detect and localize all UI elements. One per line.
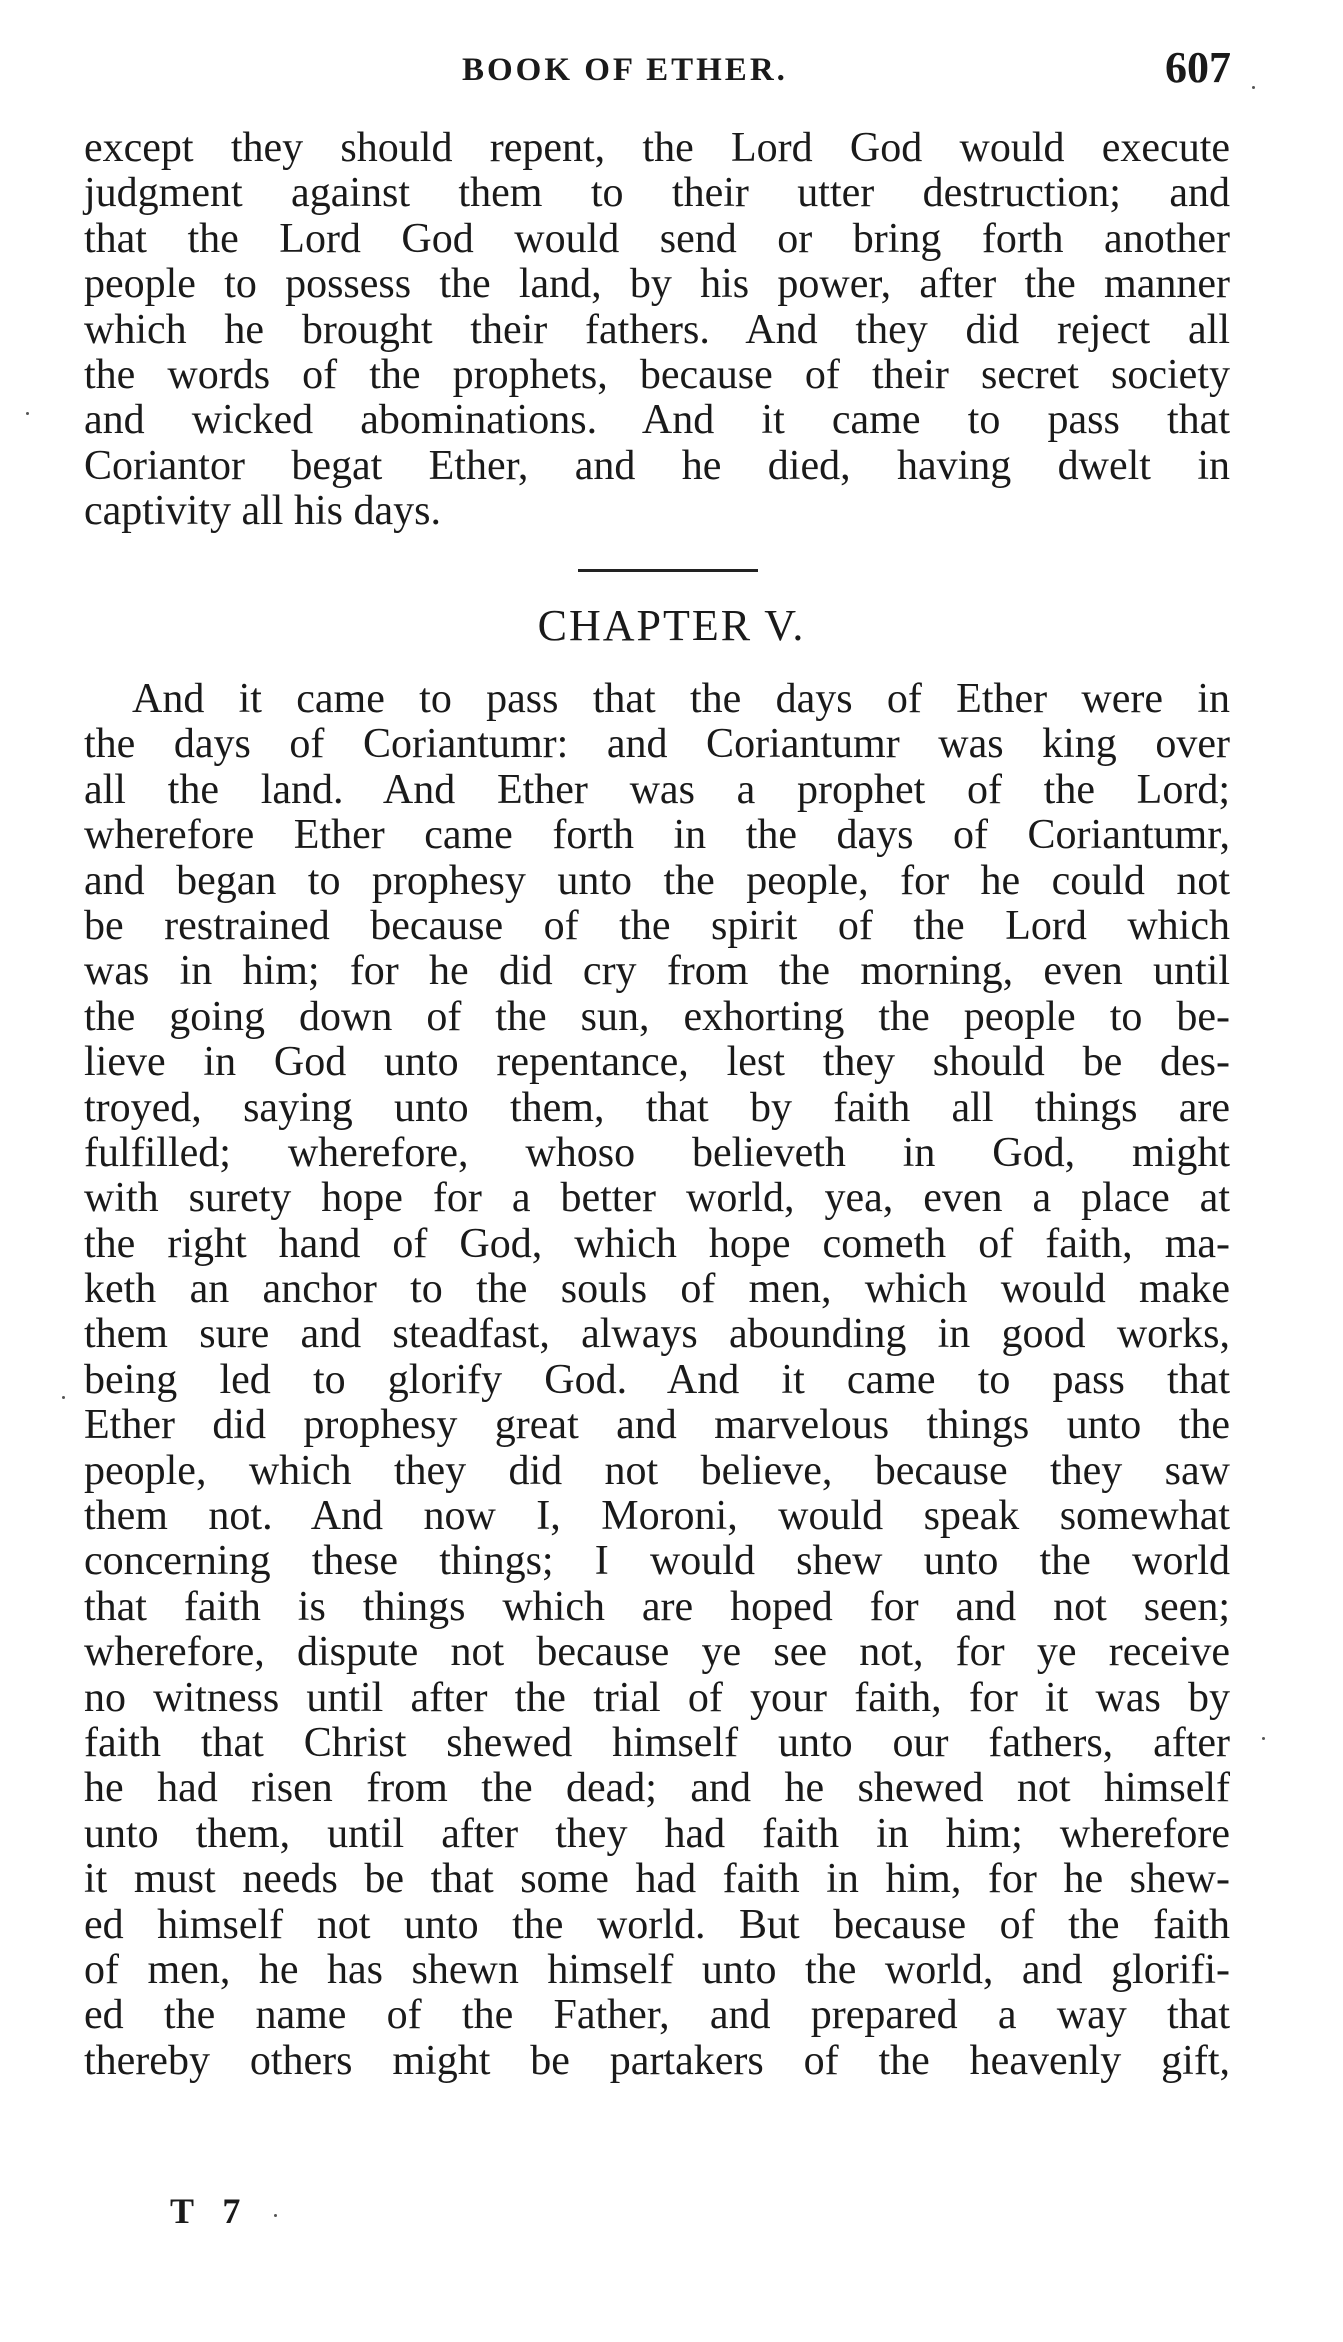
text-line: no witness until after the trial of your faith, for it was by bbox=[84, 1674, 1230, 1721]
text-line: troyed, saying unto them, that by faith all things are bbox=[84, 1084, 1230, 1131]
text-line: of men, he has shewn himself unto the world, and glorifi- bbox=[84, 1946, 1230, 1993]
text-line: it must needs be that some had faith in him, for he shew- bbox=[84, 1856, 1230, 1903]
text-line: the right hand of God, which hope cometh of faith, ma- bbox=[84, 1220, 1230, 1267]
paper-speck bbox=[274, 2214, 277, 2217]
text-line: unto them, until after they had faith in him; wherefore bbox=[84, 1810, 1230, 1857]
text-line: he had risen from the dead; and he shewed not himself bbox=[84, 1765, 1230, 1812]
text-line: was in him; for he did cry from the morning, even until bbox=[84, 948, 1230, 995]
text-line: the days of Coriantumr: and Coriantumr was king over bbox=[84, 721, 1230, 768]
text-line: faith that Christ shewed himself unto our fathers, after bbox=[84, 1719, 1230, 1766]
text-line: thereby others might be partakers of the heavenly gift, bbox=[84, 2037, 1230, 2084]
paper-speck bbox=[62, 1396, 65, 1399]
text-line: people, which they did not believe, because they saw bbox=[84, 1447, 1230, 1494]
text-line: all the land. And Ether was a prophet of the Lord; bbox=[84, 766, 1230, 813]
text-line: them not. And now I, Moroni, would speak somewhat bbox=[84, 1493, 1230, 1540]
running-title: BOOK OF ETHER. bbox=[462, 52, 788, 88]
text-line: except they should repent, the Lord God would execute bbox=[84, 125, 1230, 171]
text-line: ed himself not unto the world. But because of the faith bbox=[84, 1901, 1230, 1948]
text-line: ed the name of the Father, and prepared a way that bbox=[84, 1992, 1230, 2039]
text-line: fulfilled; wherefore, whoso believeth in God, might bbox=[84, 1129, 1230, 1176]
text-line: And it came to pass that the days of Ether were in bbox=[132, 676, 1230, 722]
text-line: captivity all his days. bbox=[84, 488, 441, 535]
text-line: judgment against them to their utter destruction; and bbox=[84, 170, 1230, 217]
text-line: lieve in God unto repentance, lest they should be des- bbox=[84, 1039, 1230, 1086]
chapter-paragraph bbox=[84, 677, 1230, 2084]
text-line: which he brought their fathers. And they did reject all bbox=[84, 306, 1230, 353]
chapter-heading: CHAPTER V. bbox=[537, 601, 806, 650]
page-number: 607 bbox=[1165, 43, 1231, 92]
text-line: the words of the prophets, because of their secret society bbox=[84, 351, 1230, 398]
text-line: them sure and steadfast, always abounding in good works, bbox=[84, 1311, 1230, 1358]
paper-speck bbox=[1252, 86, 1255, 89]
text-line: Ether did prophesy great and marvelous things unto the bbox=[84, 1402, 1230, 1449]
text-line: with surety hope for a better world, yea, even a place at bbox=[84, 1175, 1230, 1222]
text-line: be restrained because of the spirit of the Lord which bbox=[84, 902, 1230, 949]
signature-mark: T 7 bbox=[170, 2191, 251, 2231]
paper-speck bbox=[26, 412, 29, 415]
text-line: the going down of the sun, exhorting the people to be- bbox=[84, 993, 1230, 1040]
running-head bbox=[0, 42, 1343, 102]
text-line: people to possess the land, by his power, after the manner bbox=[84, 261, 1230, 308]
section-divider bbox=[578, 569, 758, 572]
text-line: wherefore Ether came forth in the days of Coriantumr, bbox=[84, 812, 1230, 859]
text-line: Coriantor begat Ether, and he died, having dwelt in bbox=[84, 442, 1230, 489]
text-line: wherefore, dispute not because ye see not, for ye receive bbox=[84, 1629, 1230, 1676]
text-line: concerning these things; I would shew unto the world bbox=[84, 1538, 1230, 1585]
text-line: and began to prophesy unto the people, for he could not bbox=[84, 857, 1230, 904]
text-line: that faith is things which are hoped for and not seen; bbox=[84, 1583, 1230, 1630]
text-line: keth an anchor to the souls of men, which would make bbox=[84, 1266, 1230, 1313]
text-line: being led to glorify God. And it came to pass that bbox=[84, 1356, 1230, 1403]
text-line: that the Lord God would send or bring forth another bbox=[84, 215, 1230, 262]
text-line: and wicked abominations. And it came to pass that bbox=[84, 397, 1230, 444]
continued-paragraph bbox=[84, 126, 1230, 535]
paper-speck bbox=[1262, 1737, 1265, 1740]
